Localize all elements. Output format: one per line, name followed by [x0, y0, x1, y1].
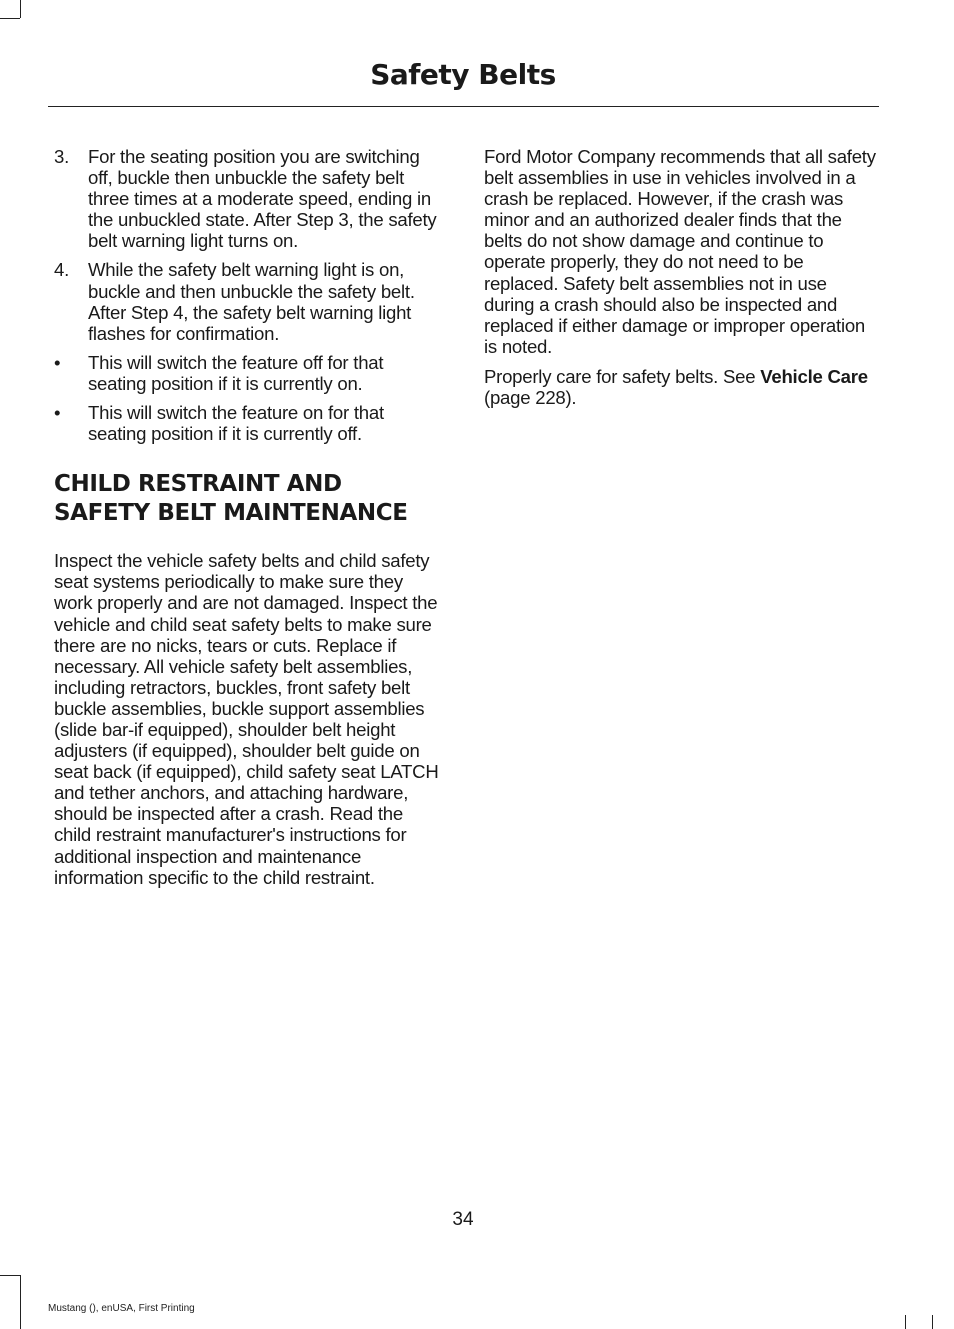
bullet-marker: •	[54, 402, 61, 424]
header-divider	[48, 106, 879, 107]
list-marker: 4.	[54, 259, 70, 281]
section-heading: CHILD RESTRAINT AND SAFETY BELT MAINTENANCE	[54, 471, 408, 527]
page-number: 34	[452, 1209, 474, 1230]
bullet-list	[54, 352, 444, 444]
numbered-steps	[54, 146, 444, 344]
page-title: Safety Belts	[370, 58, 556, 91]
list-item	[54, 146, 444, 251]
crop-mark	[20, 0, 21, 18]
left-column	[54, 146, 444, 897]
crop-mark	[932, 1315, 933, 1329]
care-text: Properly care for safety belts. See	[484, 365, 761, 387]
list-item-text: While the safety belt warning light is on, buckle and then unbuckle the safety belt. After Step 4, the safety belt warning light flashes for confirmation.	[88, 259, 415, 344]
section-paragraph: Inspect the vehicle safety belts and child safety seat systems periodically to make sure they work properly and are not damaged. Inspect the vehicle and child seat safety belts to make sure there are no nicks, tears or cuts. Replace if necessary. All vehicle safety belt assemblies, including retractors, buckles, front safety belt buckle assemblies, buckle support assemblies (slide bar-if equipped), shoulder belt height adjusters (if equipped), shoulder belt guide on seat back (if equipped), child safety seat LATCH and tether anchors, and attaching hardware, should be inspected after a crash. Read the child restraint manufacturer's instructions for additional inspection and maintenance information specific to the child restraint.	[54, 550, 439, 888]
crop-mark	[905, 1315, 906, 1329]
care-page-ref: (page 228).	[484, 387, 577, 409]
crop-mark	[0, 1275, 20, 1276]
vehicle-care-link[interactable]: Vehicle Care	[760, 365, 868, 387]
list-marker: 3.	[54, 146, 70, 167]
right-column	[484, 146, 876, 417]
care-paragraph	[484, 366, 876, 408]
crop-mark	[20, 1275, 21, 1329]
list-item-text: This will switch the feature off for that seating position if it is currently on.	[88, 351, 384, 394]
footer-text: Mustang (), enUSA, First Printing	[48, 1303, 195, 1314]
list-item	[54, 402, 444, 444]
crop-mark	[0, 18, 20, 19]
list-item	[54, 352, 444, 394]
list-item	[54, 259, 444, 343]
bullet-marker: •	[54, 351, 61, 373]
list-item-text: For the seating position you are switching off, buckle then unbuckle the safety belt three times at a moderate speed, ending in the unbuckled state. After Step 3, the safety belt warning light turns on.	[88, 146, 437, 252]
replacement-paragraph: Ford Motor Company recommends that all safety belt assemblies in use in vehicles involved in a crash be replaced. However, if the crash was minor and an authorized dealer finds that the belts do not show damage and continue to operate properly, they do not need to be replaced. Safety belt assemblies not in use during a crash should also be inspected and replaced if either damage or improper operation is noted.	[484, 146, 876, 357]
list-item-text: This will switch the feature on for that seating position if it is currently off.	[88, 402, 384, 445]
